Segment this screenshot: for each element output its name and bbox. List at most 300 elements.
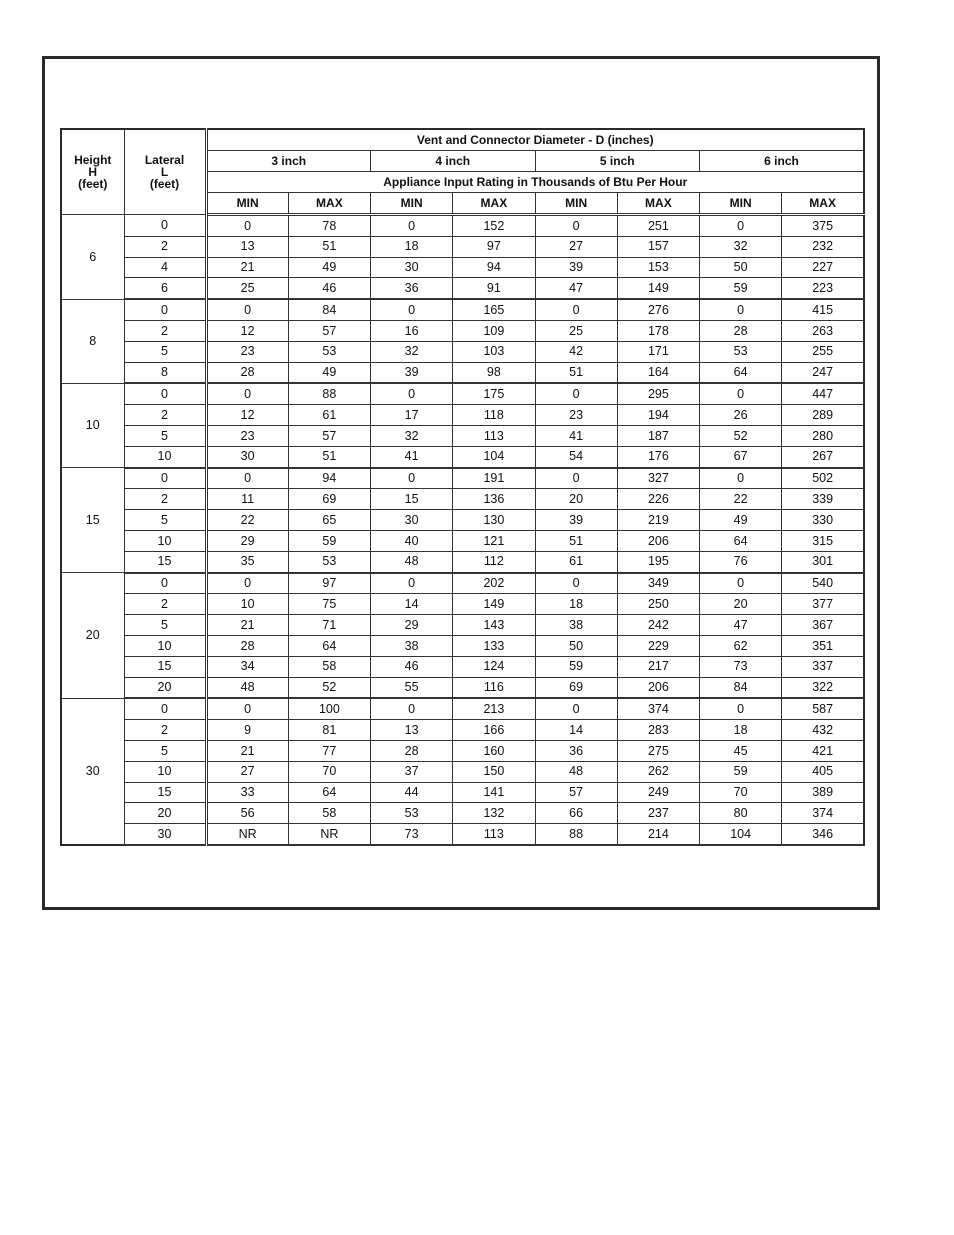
lateral-value: 2 — [124, 236, 206, 257]
max-value: 262 — [617, 761, 699, 782]
max-value: 206 — [617, 530, 699, 551]
max-value: 94 — [453, 257, 535, 278]
max-value: 283 — [617, 720, 699, 741]
table-row — [61, 551, 864, 572]
max-value: 374 — [617, 698, 699, 719]
max-value: 75 — [288, 594, 370, 615]
min-value: 0 — [700, 468, 782, 489]
max-header: MAX — [617, 193, 699, 215]
min-value: NR — [206, 824, 288, 845]
max-value: 51 — [288, 446, 370, 467]
min-value: 53 — [700, 341, 782, 362]
min-value: 39 — [535, 257, 617, 278]
max-value: 57 — [288, 320, 370, 341]
min-value: 40 — [371, 530, 453, 551]
max-value: 171 — [617, 341, 699, 362]
max-value: 113 — [453, 425, 535, 446]
max-value: 98 — [453, 362, 535, 383]
min-value: 0 — [535, 468, 617, 489]
max-value: 377 — [782, 594, 864, 615]
min-value: 21 — [206, 615, 288, 636]
max-value: 217 — [617, 656, 699, 677]
max-value: 389 — [782, 782, 864, 803]
height-value: 30 — [61, 698, 124, 845]
min-value: 18 — [700, 720, 782, 741]
table-row — [61, 698, 864, 719]
lateral-value: 20 — [124, 677, 206, 698]
table-row — [61, 320, 864, 341]
lateral-value: 0 — [124, 573, 206, 594]
table-row — [61, 635, 864, 656]
min-value: 16 — [371, 320, 453, 341]
min-value: 10 — [206, 594, 288, 615]
table-row — [61, 362, 864, 383]
table-row — [61, 425, 864, 446]
max-value: 81 — [288, 720, 370, 741]
vent-capacity-table — [60, 128, 865, 846]
max-value: 71 — [288, 615, 370, 636]
max-value: 227 — [782, 257, 864, 278]
lateral-value: 5 — [124, 425, 206, 446]
min-value: 48 — [206, 677, 288, 698]
min-value: 0 — [371, 215, 453, 237]
max-value: 59 — [288, 530, 370, 551]
max-value: 124 — [453, 656, 535, 677]
min-value: 64 — [700, 530, 782, 551]
min-value: 29 — [371, 615, 453, 636]
max-value: 91 — [453, 278, 535, 299]
max-value: 337 — [782, 656, 864, 677]
min-value: 59 — [535, 656, 617, 677]
min-header: MIN — [700, 193, 782, 215]
min-value: 0 — [535, 215, 617, 237]
min-value: 0 — [206, 468, 288, 489]
max-value: 322 — [782, 677, 864, 698]
min-value: 38 — [371, 635, 453, 656]
max-value: 97 — [288, 573, 370, 594]
max-value: 415 — [782, 299, 864, 320]
table-row — [61, 383, 864, 404]
lateral-value: 0 — [124, 215, 206, 237]
max-value: 53 — [288, 341, 370, 362]
max-value: 78 — [288, 215, 370, 237]
height-value: 20 — [61, 573, 124, 699]
min-value: 0 — [700, 698, 782, 719]
min-value: 38 — [535, 615, 617, 636]
min-value: 14 — [371, 594, 453, 615]
max-value: 132 — [453, 803, 535, 824]
table-row — [61, 740, 864, 761]
min-value: 67 — [700, 446, 782, 467]
table-row — [61, 215, 864, 237]
max-value: 276 — [617, 299, 699, 320]
min-value: 73 — [371, 824, 453, 845]
max-value: 587 — [782, 698, 864, 719]
lateral-value: 6 — [124, 278, 206, 299]
max-value: 275 — [617, 740, 699, 761]
max-value: 94 — [288, 468, 370, 489]
max-header: MAX — [288, 193, 370, 215]
height-column-header: Height H (feet) — [61, 129, 124, 215]
max-value: 70 — [288, 761, 370, 782]
max-value: 58 — [288, 803, 370, 824]
min-value: 0 — [371, 698, 453, 719]
table-row — [61, 803, 864, 824]
max-value: 351 — [782, 635, 864, 656]
max-value: 327 — [617, 468, 699, 489]
min-value: 0 — [206, 299, 288, 320]
max-value: 405 — [782, 761, 864, 782]
max-value: 187 — [617, 425, 699, 446]
max-value: 153 — [617, 257, 699, 278]
max-value: 367 — [782, 615, 864, 636]
min-value: 41 — [535, 425, 617, 446]
min-value: 0 — [206, 573, 288, 594]
max-value: 64 — [288, 782, 370, 803]
min-value: 21 — [206, 257, 288, 278]
min-value: 23 — [206, 425, 288, 446]
max-value: 165 — [453, 299, 535, 320]
size-header-6in: 6 inch — [700, 151, 865, 172]
min-value: 33 — [206, 782, 288, 803]
lateral-value: 30 — [124, 824, 206, 845]
table-row — [61, 761, 864, 782]
max-value: 121 — [453, 530, 535, 551]
table-row — [61, 446, 864, 467]
table-row — [61, 594, 864, 615]
max-value: 64 — [288, 635, 370, 656]
min-value: 51 — [535, 530, 617, 551]
max-value: 223 — [782, 278, 864, 299]
table-row — [61, 677, 864, 698]
min-value: 27 — [535, 236, 617, 257]
min-value: 84 — [700, 677, 782, 698]
min-value: 0 — [206, 215, 288, 237]
max-value: 150 — [453, 761, 535, 782]
max-value: 195 — [617, 551, 699, 572]
table-row — [61, 720, 864, 741]
max-value: 65 — [288, 510, 370, 531]
max-value: 346 — [782, 824, 864, 845]
max-value: 229 — [617, 635, 699, 656]
min-value: 29 — [206, 530, 288, 551]
min-value: 26 — [700, 405, 782, 426]
lateral-value: 10 — [124, 530, 206, 551]
min-value: 21 — [206, 740, 288, 761]
min-value: 52 — [700, 425, 782, 446]
min-value: 0 — [535, 698, 617, 719]
max-value: 49 — [288, 362, 370, 383]
min-value: 0 — [206, 698, 288, 719]
min-value: 49 — [700, 510, 782, 531]
max-header: MAX — [453, 193, 535, 215]
min-value: 0 — [371, 383, 453, 404]
lateral-value: 15 — [124, 551, 206, 572]
min-value: 23 — [206, 341, 288, 362]
max-header: MAX — [782, 193, 864, 215]
max-value: 53 — [288, 551, 370, 572]
min-value: 36 — [535, 740, 617, 761]
max-value: 52 — [288, 677, 370, 698]
max-value: 432 — [782, 720, 864, 741]
max-value: 226 — [617, 489, 699, 510]
min-value: 48 — [371, 551, 453, 572]
max-value: 51 — [288, 236, 370, 257]
min-value: 42 — [535, 341, 617, 362]
min-value: 0 — [206, 383, 288, 404]
table-row — [61, 656, 864, 677]
lateral-value: 5 — [124, 615, 206, 636]
min-value: 12 — [206, 320, 288, 341]
max-value: 267 — [782, 446, 864, 467]
table-row — [61, 405, 864, 426]
min-value: 70 — [700, 782, 782, 803]
max-value: 502 — [782, 468, 864, 489]
lateral-value: 2 — [124, 720, 206, 741]
lateral-value: 8 — [124, 362, 206, 383]
max-value: 202 — [453, 573, 535, 594]
max-value: 206 — [617, 677, 699, 698]
table-row — [61, 510, 864, 531]
min-value: 17 — [371, 405, 453, 426]
max-value: 112 — [453, 551, 535, 572]
min-value: 59 — [700, 761, 782, 782]
min-value: 0 — [371, 299, 453, 320]
max-value: 88 — [288, 383, 370, 404]
size-header-3in: 3 inch — [206, 151, 371, 172]
min-value: 12 — [206, 405, 288, 426]
min-value: 57 — [535, 782, 617, 803]
min-value: 28 — [206, 635, 288, 656]
max-value: 280 — [782, 425, 864, 446]
min-value: 32 — [700, 236, 782, 257]
table-row — [61, 341, 864, 362]
lateral-value: 0 — [124, 383, 206, 404]
max-value: 219 — [617, 510, 699, 531]
min-header: MIN — [535, 193, 617, 215]
min-value: 34 — [206, 656, 288, 677]
min-value: 32 — [371, 341, 453, 362]
min-value: 47 — [700, 615, 782, 636]
max-value: 214 — [617, 824, 699, 845]
table-row — [61, 824, 864, 845]
max-value: 232 — [782, 236, 864, 257]
max-value: 213 — [453, 698, 535, 719]
max-value: 289 — [782, 405, 864, 426]
min-value: 11 — [206, 489, 288, 510]
min-value: 55 — [371, 677, 453, 698]
max-value: 69 — [288, 489, 370, 510]
max-value: 251 — [617, 215, 699, 237]
max-value: 194 — [617, 405, 699, 426]
max-value: 116 — [453, 677, 535, 698]
max-value: 315 — [782, 530, 864, 551]
max-value: 97 — [453, 236, 535, 257]
max-value: 103 — [453, 341, 535, 362]
max-value: 301 — [782, 551, 864, 572]
max-value: 249 — [617, 782, 699, 803]
max-value: 255 — [782, 341, 864, 362]
height-value: 15 — [61, 468, 124, 573]
max-value: 104 — [453, 446, 535, 467]
min-value: 50 — [535, 635, 617, 656]
max-value: 191 — [453, 468, 535, 489]
min-value: 30 — [371, 510, 453, 531]
table-row — [61, 468, 864, 489]
min-value: 64 — [700, 362, 782, 383]
min-value: 22 — [206, 510, 288, 531]
min-value: 0 — [535, 573, 617, 594]
min-value: 39 — [371, 362, 453, 383]
min-value: 66 — [535, 803, 617, 824]
max-value: 136 — [453, 489, 535, 510]
min-value: 30 — [206, 446, 288, 467]
max-value: 109 — [453, 320, 535, 341]
height-value: 10 — [61, 383, 124, 467]
max-value: 247 — [782, 362, 864, 383]
max-value: 113 — [453, 824, 535, 845]
min-value: 73 — [700, 656, 782, 677]
max-value: 339 — [782, 489, 864, 510]
size-header-4in: 4 inch — [371, 151, 536, 172]
table-row — [61, 299, 864, 320]
min-value: 88 — [535, 824, 617, 845]
min-value: 27 — [206, 761, 288, 782]
min-value: 45 — [700, 740, 782, 761]
lateral-value: 2 — [124, 405, 206, 426]
min-value: 0 — [535, 299, 617, 320]
max-value: 295 — [617, 383, 699, 404]
min-header: MIN — [371, 193, 453, 215]
min-value: 0 — [371, 573, 453, 594]
max-value: 141 — [453, 782, 535, 803]
table-row — [61, 236, 864, 257]
min-value: 62 — [700, 635, 782, 656]
min-value: 69 — [535, 677, 617, 698]
min-value: 13 — [206, 236, 288, 257]
max-value: 375 — [782, 215, 864, 237]
min-value: 18 — [535, 594, 617, 615]
min-value: 37 — [371, 761, 453, 782]
lateral-value: 10 — [124, 635, 206, 656]
max-value: 58 — [288, 656, 370, 677]
max-value: 143 — [453, 615, 535, 636]
min-value: 20 — [700, 594, 782, 615]
min-value: 39 — [535, 510, 617, 531]
lateral-column-header: Lateral L (feet) — [124, 129, 206, 215]
table-row — [61, 782, 864, 803]
lateral-value: 20 — [124, 803, 206, 824]
max-value: 175 — [453, 383, 535, 404]
max-value: 149 — [453, 594, 535, 615]
max-value: 263 — [782, 320, 864, 341]
min-value: 41 — [371, 446, 453, 467]
min-value: 28 — [700, 320, 782, 341]
max-value: 176 — [617, 446, 699, 467]
lateral-value: 5 — [124, 510, 206, 531]
min-value: 0 — [371, 468, 453, 489]
table-row — [61, 278, 864, 299]
min-value: 54 — [535, 446, 617, 467]
min-value: 50 — [700, 257, 782, 278]
table-row — [61, 530, 864, 551]
table-row — [61, 489, 864, 510]
lateral-value: 10 — [124, 446, 206, 467]
max-value: 166 — [453, 720, 535, 741]
min-value: 53 — [371, 803, 453, 824]
max-value: NR — [288, 824, 370, 845]
min-value: 30 — [371, 257, 453, 278]
min-value: 23 — [535, 405, 617, 426]
min-value: 51 — [535, 362, 617, 383]
min-value: 76 — [700, 551, 782, 572]
max-value: 374 — [782, 803, 864, 824]
lateral-value: 10 — [124, 761, 206, 782]
min-value: 28 — [206, 362, 288, 383]
max-value: 447 — [782, 383, 864, 404]
max-value: 57 — [288, 425, 370, 446]
lateral-value: 0 — [124, 698, 206, 719]
height-value: 8 — [61, 299, 124, 383]
lateral-value: 5 — [124, 740, 206, 761]
height-value: 6 — [61, 215, 124, 300]
lateral-value: 5 — [124, 341, 206, 362]
max-value: 149 — [617, 278, 699, 299]
min-value: 44 — [371, 782, 453, 803]
max-value: 242 — [617, 615, 699, 636]
min-value: 56 — [206, 803, 288, 824]
max-value: 237 — [617, 803, 699, 824]
lateral-value: 0 — [124, 299, 206, 320]
max-value: 49 — [288, 257, 370, 278]
max-value: 349 — [617, 573, 699, 594]
min-value: 25 — [206, 278, 288, 299]
table-row — [61, 573, 864, 594]
min-header: MIN — [206, 193, 288, 215]
min-value: 14 — [535, 720, 617, 741]
min-value: 20 — [535, 489, 617, 510]
min-value: 0 — [700, 299, 782, 320]
table-row — [61, 257, 864, 278]
min-value: 22 — [700, 489, 782, 510]
max-value: 100 — [288, 698, 370, 719]
min-value: 13 — [371, 720, 453, 741]
diameter-header: Vent and Connector Diameter - D (inches) — [206, 129, 864, 151]
min-value: 28 — [371, 740, 453, 761]
lateral-value: 2 — [124, 489, 206, 510]
max-value: 133 — [453, 635, 535, 656]
min-value: 80 — [700, 803, 782, 824]
min-value: 46 — [371, 656, 453, 677]
min-value: 15 — [371, 489, 453, 510]
min-value: 18 — [371, 236, 453, 257]
lateral-value: 0 — [124, 468, 206, 489]
lateral-value: 2 — [124, 594, 206, 615]
min-value: 61 — [535, 551, 617, 572]
lateral-value: 4 — [124, 257, 206, 278]
max-value: 540 — [782, 573, 864, 594]
min-value: 9 — [206, 720, 288, 741]
min-value: 104 — [700, 824, 782, 845]
lateral-value: 15 — [124, 656, 206, 677]
lateral-value: 15 — [124, 782, 206, 803]
max-value: 130 — [453, 510, 535, 531]
max-value: 152 — [453, 215, 535, 237]
lateral-value: 2 — [124, 320, 206, 341]
max-value: 160 — [453, 740, 535, 761]
min-value: 59 — [700, 278, 782, 299]
min-value: 48 — [535, 761, 617, 782]
